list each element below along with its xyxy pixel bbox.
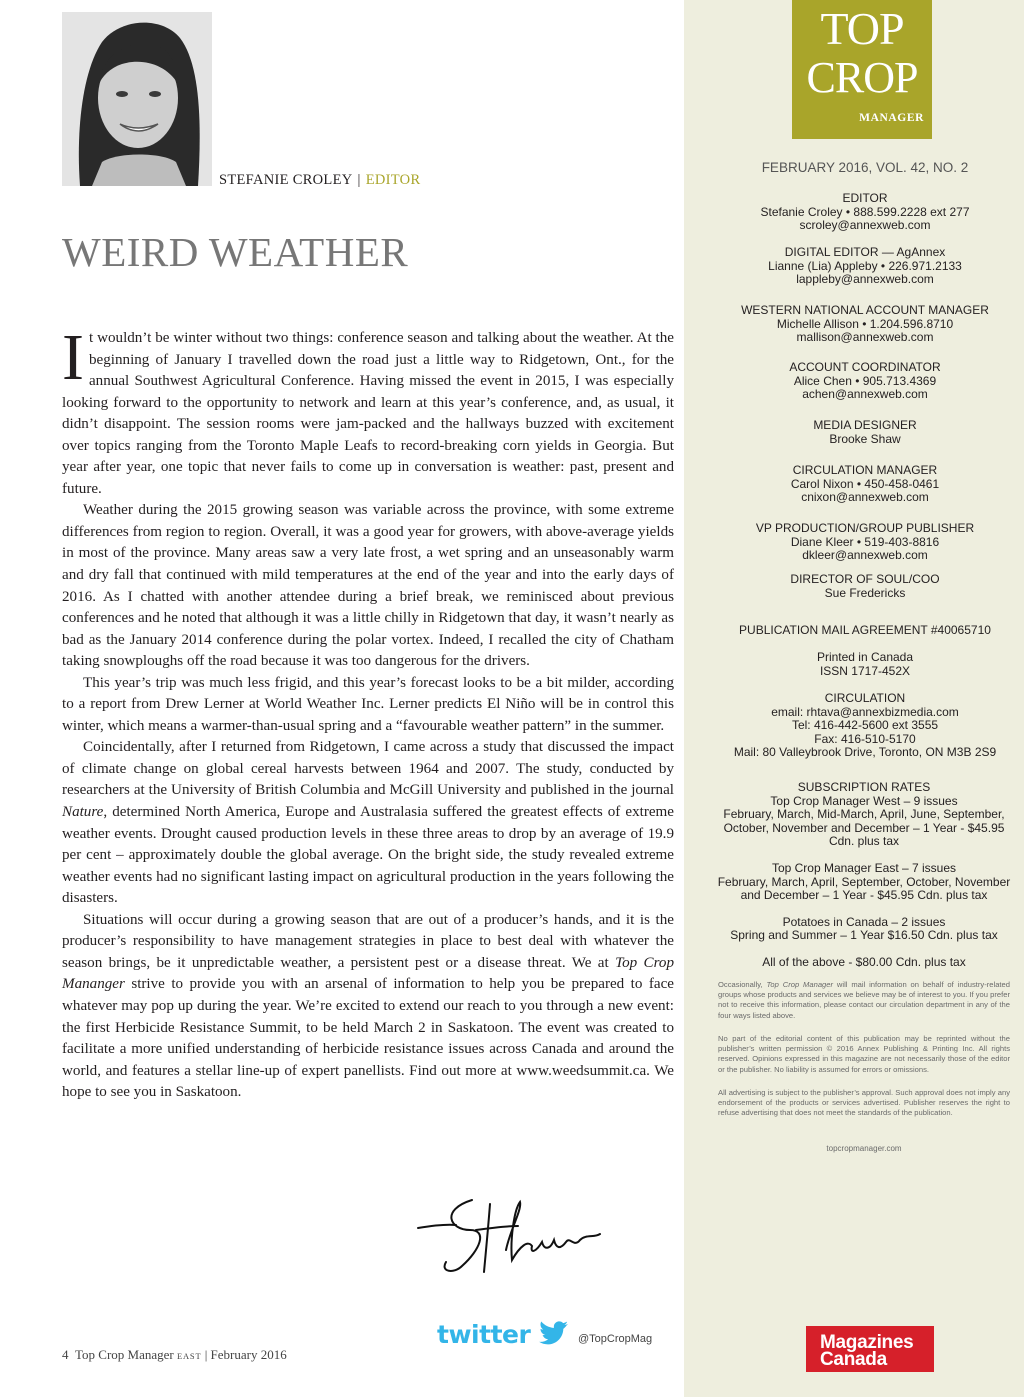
magazines-canada-logo: Magazines Canada	[806, 1326, 934, 1372]
article-paragraph-1: It wouldn’t be winter without two things: conference season and talking about the weather. At the beginning of January I travelled down the road just a little way to Ridgetown, Ont., for the annual Southwest Agricultural Conference. Having missed the event in 2015, I was especially looking forward to the opportunity to network and learn at this year’s conference, and, as usual, it didn’t disappoint. The session rooms were jam-packed and the hallways buzzed with excitement over topics ranging from the Toronto Maple Leafs to record-breaking corn yields in Georgia. But year after year, one topic that never fails to come up in conversation is weather: past, present and future.	[62, 321, 674, 497]
masthead-account-coordinator: ACCOUNT COORDINATOR Alice Chen • 905.713.4369 achen@annexweb.com	[789, 360, 941, 402]
dropcap: I	[62, 321, 84, 394]
article-paragraph-2: Weather during the 2015 growing season was variable across the province, with some extreme differences from region to region. Overall, it was a good year for growers, with above-average yields in most of the province. Many areas saw a very late frost, a wet spring and an unseasonably warm and dry fall that continued with mild temperatures at the end of the year and into the early days of 2016. As I chatted with another attendee during a brief break, we reminisced about previous conferences and he noted that although it was a little chilly in Ridgetown that day, it wasn’t nearly as bad as the January 2014 conference during the polar vortex. Indeed, I recalled the city of Chatham taking snowploughs off the road because it was too dangerous for the drivers.	[62, 502, 674, 670]
masthead-subscription: SUBSCRIPTION RATES Top Crop Manager West – 9 issues February, March, Mid-March, April, June, September, October, November and December – 1 Year - $45.95 Cdn. plus tax Top Crop Manager East – 7 issues February, March, April, September, October, November and December – 1 Year - $45.95 Cdn. plus tax Potatoes in Canada – 2 issues Spring and Summer – 1 Year $16.50 Cdn. plus tax All of the above - $80.00 Cdn. plus tax	[717, 780, 1011, 969]
logo-manager-text: MANAGER	[859, 112, 924, 124]
masthead-director-soul: DIRECTOR OF SOUL/COO Sue Fredericks	[790, 572, 940, 600]
fine-print-mailing: Occasionally, Top Crop Manager will mail information on behalf of industry-related groups whose products and services we believe may be of interest to you. If you prefer not to receive this information, please contact our circulation department in any of the four ways listed above.	[718, 980, 1010, 1020]
twitter-handle: @TopCropMag	[578, 1333, 653, 1345]
masthead-western-manager: WESTERN NATIONAL ACCOUNT MANAGER Michelle Allison • 1.204.596.8710 mallison@annexweb.com	[741, 303, 989, 345]
logo-crop-text: CROP	[806, 53, 918, 102]
editor-role: EDITOR	[365, 172, 421, 188]
editor-name: STEFANIE CROLEY	[219, 172, 353, 188]
issue-line: FEBRUARY 2016, VOL. 42, NO. 2	[761, 160, 969, 175]
footer-edition: EAST	[176, 1351, 202, 1361]
article-body	[62, 321, 674, 1104]
twitter-wordmark: twitter	[437, 1320, 531, 1349]
byline-separator: |	[357, 172, 361, 188]
fine-print-advertising: All advertising is subject to the publisher’s approval. Such approval does not imply any endorsement of the products or services advertised. Publisher reserves the right to refuse advertising that does not meet the standards of the publication.	[718, 1088, 1010, 1118]
masthead-website: topcropmanager.com	[826, 1144, 902, 1153]
magazine-name-italic: Top Crop Mananger	[62, 954, 674, 993]
article-headline: WEIRD WEATHER	[62, 229, 409, 275]
article-paragraph-5: Situations will occur during a growing season that are out of a producer’s hands, and it is the producer’s responsibility to have management strategies in place to best deal with whatever the season brings, be it unpredictable weather, a persistent pest or a disease threat. We at Top Crop Mananger strive to provide you with an arsenal of information to help you be prepared to face whatever may pop up during the year. We’re excited to extend our reach to you through a new event: the first Herbicide Resistance Summit, to be held March 2 in Saskatoon. The event was created to facilitate a more unified understanding of herbicide resistance issues across Canada and around the world, and features a stellar line-up of expert panellists. Find out more at www.weedsummit.ca. We hope to see you in Saskatoon.	[62, 911, 674, 1101]
masthead-editor: EDITOR Stefanie Croley • 888.599.2228 ext 277 scroley@annexweb.com	[760, 191, 970, 233]
article-paragraph-4: Coincidentally, after I returned from Ridgetown, I came across a study that discussed the impact of climate change on global cereal harvests between 1964 and 2007. The study, conducted by researchers at the University of British Columbia and McGill University and published in the journal Nature, determined North America, Europe and Australasia suffered the greatest effects of extreme weather events. Drought caused production levels in these three areas to drop by an average of 19.9 per cent – approximately double the global average. On the bright side, the study revealed extreme weather events had no significant lasting impact on agricultural production in the years following the disasters.	[62, 739, 674, 907]
editor-signature	[410, 1190, 610, 1280]
masthead-printed: Printed in Canada ISSN 1717-452X	[816, 650, 914, 678]
article-paragraph-3: This year’s trip was much less frigid, and this year’s forecast looks to be a bit milder, according to a report from Drew Lerner at World Weather Inc. Lerner predicts El Niño will be in control this winter, which means a warmer-than-usual spring and a “favourable weather pattern” in the summer.	[62, 674, 674, 734]
page-number: 4	[62, 1347, 69, 1362]
editor-photo	[62, 12, 212, 186]
fine-print-copyright: No part of the editorial content of this publication may be reprinted without the publisher’s written permission © 2016 Annex Publishing & Printing Inc. All rights reserved. Opinions expressed in this magazine are not necessarily those of the editor or the publisher. No liability is assumed for errors or omissions.	[718, 1034, 1010, 1074]
masthead-digital-editor: DIGITAL EDITOR — AgAnnex Lianne (Lia) Appleby • 226.971.2133 lappleby@annexweb.com	[768, 245, 962, 287]
journal-name: Nature	[62, 804, 104, 821]
masthead-vp-production: VP PRODUCTION/GROUP PUBLISHER Diane Kleer • 519-403-8816 dkleer@annexweb.com	[755, 521, 975, 563]
footer-date: February 2016	[210, 1347, 287, 1362]
masthead-circulation-manager: CIRCULATION MANAGER Carol Nixon • 450-458-0461 cnixon@annexweb.com	[790, 463, 940, 505]
masthead-media-designer: MEDIA DESIGNER Brooke Shaw	[813, 418, 917, 446]
editor-portrait-image	[62, 12, 212, 186]
mail-agreement: PUBLICATION MAIL AGREEMENT #40065710	[739, 623, 991, 637]
editor-byline	[219, 172, 420, 189]
logo-top-text: TOP	[820, 3, 904, 54]
footer-publication: Top Crop Manager	[75, 1347, 174, 1362]
twitter-bird-icon	[539, 1321, 569, 1347]
masthead-circulation: CIRCULATION email: rhtava@annexbizmedia.com Tel: 416-442-5600 ext 3555 Fax: 416-510-5170 Mail: 80 Valleybrook Drive, Toronto, ON M3B 2S9	[733, 691, 997, 760]
top-crop-manager-logo	[792, 0, 932, 139]
footer-separator: |	[204, 1347, 208, 1362]
page-footer	[62, 1347, 287, 1363]
